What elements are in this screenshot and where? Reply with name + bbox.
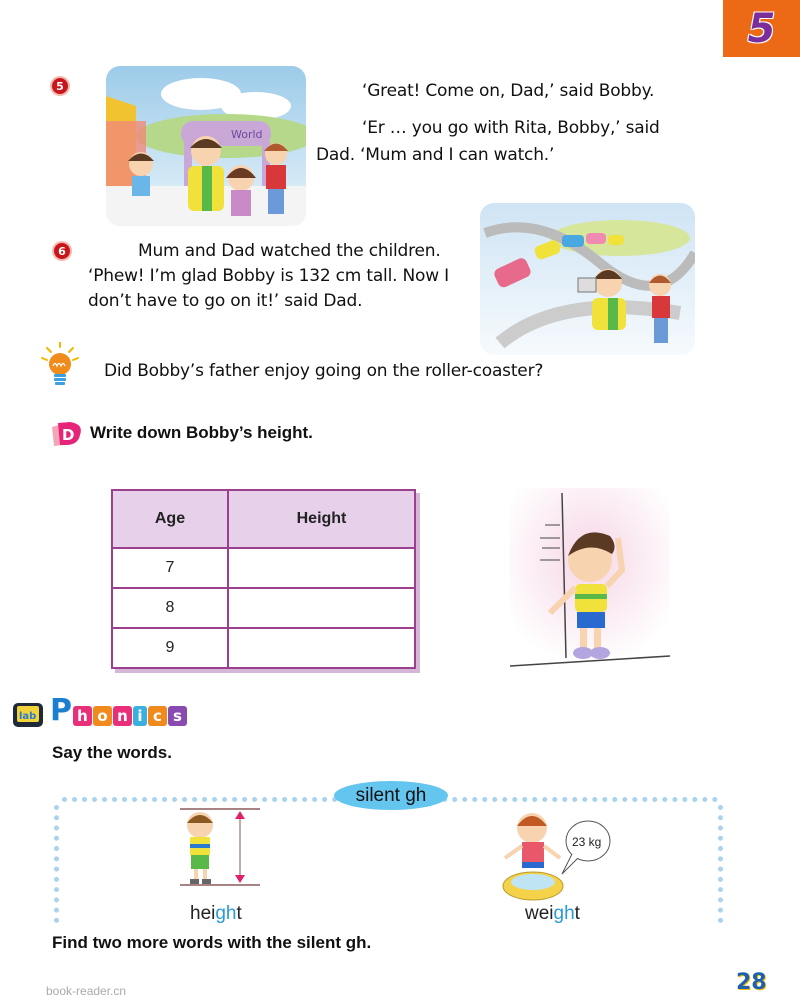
page-number: 28 — [736, 970, 767, 995]
panel-number-badge: 5 — [52, 78, 68, 94]
word-height: height — [190, 903, 242, 924]
age-cell: 8 — [112, 588, 228, 628]
height-table — [111, 489, 416, 669]
roller-coaster-illustration-icon — [480, 203, 695, 355]
phonics-title-letter: h — [73, 706, 92, 726]
unit-number-tab — [723, 0, 800, 57]
dotted-border — [54, 805, 59, 923]
silent-gh-letters: gh — [553, 903, 575, 924]
dotted-border — [718, 805, 723, 923]
height-answer-cell[interactable] — [228, 628, 415, 668]
story-illustration-roller-coaster — [480, 203, 695, 355]
family-park-illustration-icon — [106, 66, 306, 226]
story-illustration-park — [106, 66, 306, 226]
story-line: don’t have to go on it!’ said Dad. — [88, 291, 363, 311]
phonics-title — [50, 693, 187, 728]
silent-gh-pill: silent gh — [334, 781, 448, 810]
story-line: Dad. ‘Mum and I can watch.’ — [316, 145, 555, 165]
panel-number-badge: 6 — [54, 243, 70, 259]
phonics-title-letter: i — [133, 706, 147, 726]
phonics-instruction: Say the words. — [52, 743, 172, 762]
activity-d-label-icon — [50, 421, 84, 447]
age-cell: 7 — [112, 548, 228, 588]
story-line: ‘Er … you go with Rita, Bobby,’ said — [362, 118, 660, 138]
phonics-title-letter: c — [148, 706, 167, 726]
table-row — [112, 548, 415, 588]
phonics-title-letter: P — [50, 693, 72, 728]
watermark: book-reader.cn — [46, 984, 127, 998]
think-question-text: Did Bobby’s father enjoy going on the roller-coaster? — [104, 361, 544, 381]
table-row — [112, 628, 415, 668]
svg-text:D: D — [62, 426, 75, 444]
activity-d-instruction: Write down Bobby’s height. — [90, 423, 313, 442]
phonics-title-letter: o — [93, 706, 112, 726]
phonics-task: Find two more words with the silent gh. — [52, 933, 372, 952]
height-answer-cell[interactable] — [228, 588, 415, 628]
column-header-height: Height — [228, 490, 415, 548]
lab-icon — [12, 700, 44, 728]
column-header-age: Age — [112, 490, 228, 548]
table-header-row — [112, 490, 415, 548]
story-line: ‘Great! Come on, Dad,’ said Bobby. — [362, 81, 655, 101]
lightbulb-icon — [40, 342, 80, 388]
story-line: Mum and Dad watched the children. — [138, 241, 441, 261]
silent-gh-letters: gh — [215, 903, 237, 924]
phonics-title-letter: n — [113, 706, 132, 726]
svg-text:World: World — [231, 128, 263, 141]
story-line: ‘Phew! I’m glad Bobby is 132 cm tall. Now I — [88, 266, 449, 286]
table-row — [112, 588, 415, 628]
weight-illustration — [500, 808, 615, 903]
height-illustration — [175, 807, 270, 889]
unit-number: 5 — [747, 5, 776, 52]
svg-text:23 kg: 23 kg — [572, 835, 602, 849]
age-cell: 9 — [112, 628, 228, 668]
word-weight: weight — [525, 903, 580, 924]
phonics-title-letter: s — [168, 706, 187, 726]
svg-text:lab: lab — [19, 711, 37, 722]
boy-measuring-height-illustration — [510, 488, 670, 668]
height-answer-cell[interactable] — [228, 548, 415, 588]
